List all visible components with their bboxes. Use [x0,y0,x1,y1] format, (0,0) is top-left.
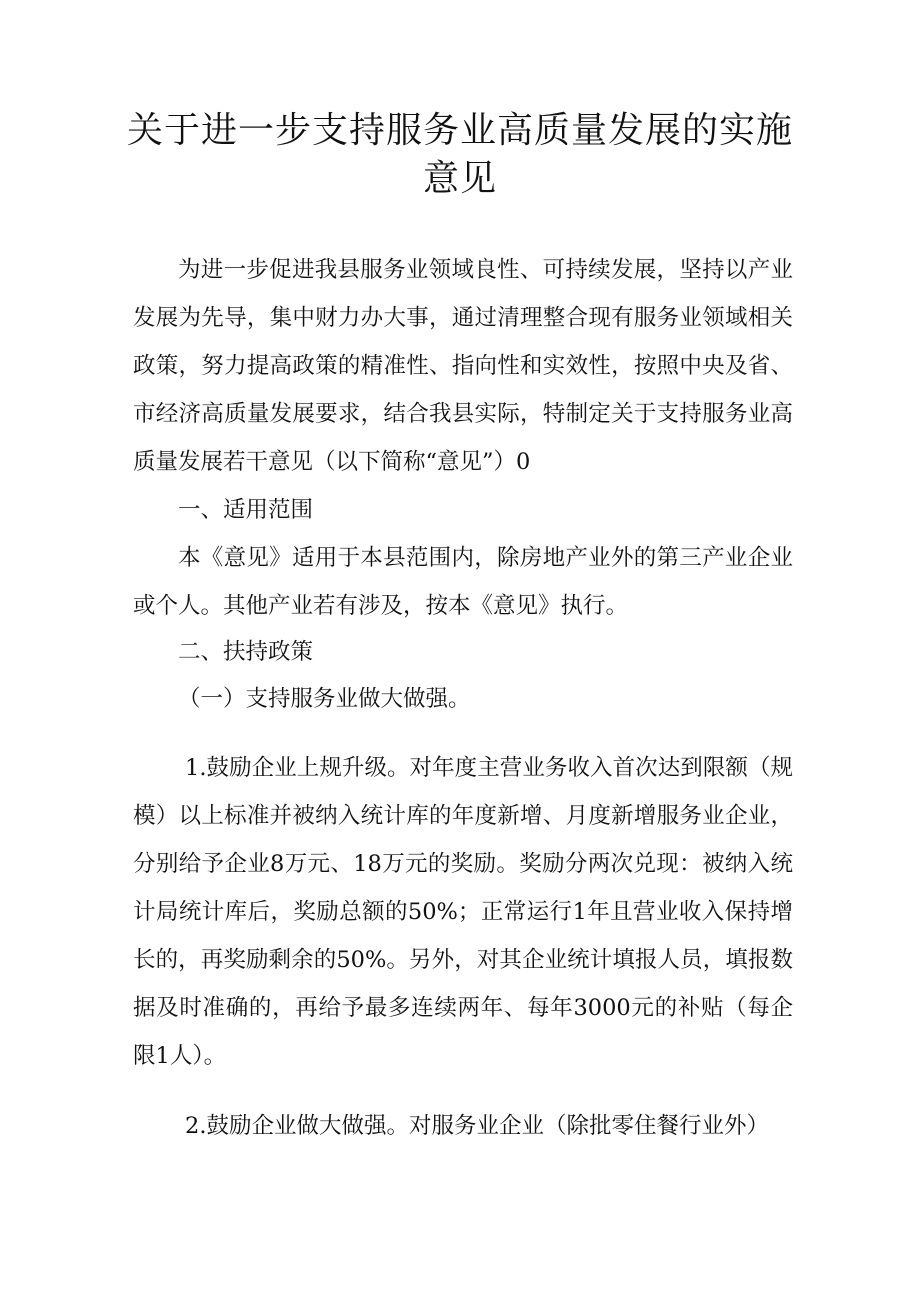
section-1-heading: 一、适用范围 [178,497,314,523]
section-1-body: 本《意见》适用于本县范围内，除房地产业外的第三产业企业或个人。其他产业若有涉及，按本《意见》执行。 [133,545,793,619]
document-title-line-2: 意见 [422,158,497,199]
section-2-heading: 二、扶持政策 [178,639,314,665]
document-title-line-1: 关于进一步支持服务业高质量发展的实施 [126,110,793,151]
item-2-paragraph: 2.鼓励企业做大做强。对服务业企业（除批零住餐行业外） [185,1113,769,1139]
subsection-1-heading: （一）支持服务业做大做强。 [178,686,471,712]
intro-paragraph: 为进一步促进我县服务业领域良性、可持续发展，坚持以产业发展为先导，集中财力办大事，通过清理整合现有服务业领域相关政策，努力提高政策的精准性、指向性和实效性，按照中央及省、市经济高质量发展要求，结合我县实际，特制定关于支持服务业高质量发展若干意见（以下简称“意见”）0 [133,257,793,475]
item-1-paragraph: 1.鼓励企业上规升级。对年度主营业务收入首次达到限额（规模）以上标准并被纳入统计库的年度新增、月度新增服务业企业，分别给予企业8万元、18万元的奖励。奖励分两次兑现：被纳入统计局统计库后，奖励总额的50%；正常运行1年且营业收入保持增长的，再奖励剩余的50%。另外，对其企业统计填报人员，填报数据及时准确的，再给予最多连续两年、每年3000元的补贴（每企限1人）。 [133,755,793,1069]
